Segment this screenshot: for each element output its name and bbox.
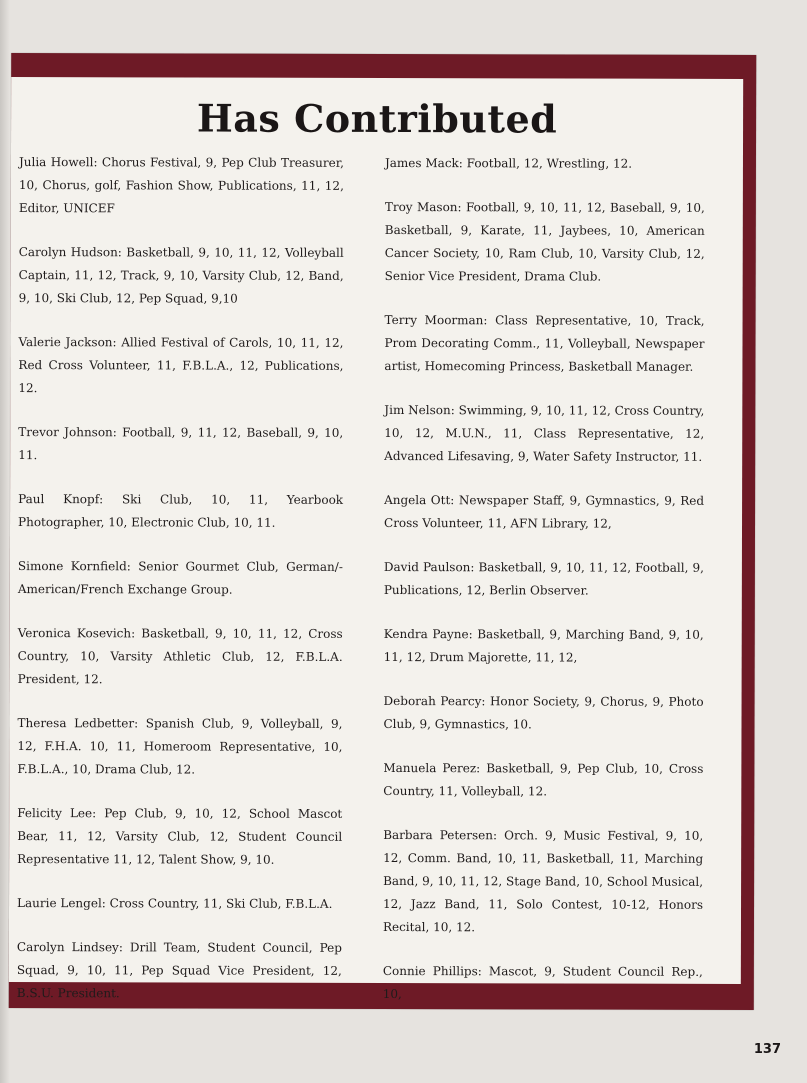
entry-trevor-johnson: Trevor Johnson: Football, 9, 11, 12, Baseball, 9, 10, 11.	[18, 425, 344, 463]
entry-angela-ott: Angela Ott: Newspaper Staff, 9, Gymnastics, 9, Red Cross Volunteer, 11, AFN Library, 12,	[384, 493, 705, 531]
entry-kendra-payne: Kendra Payne: Basketball, 9, Marching Band, 9, 10, 11, 12, Drum Majorette, 11, 12,	[383, 627, 704, 665]
entry-felicity-lee: Felicity Lee: Pep Club, 9, 10, 12, School Mascot Bear, 11, 12, Varsity Club, 12, Student Council Representative 11, 12, Talent Show, 9, 10.	[17, 806, 343, 867]
entry-deborah-pearcy: Deborah Pearcy: Honor Society, 9, Chorus, 9, Photo Club, 9, Gymnastics, 10.	[383, 694, 704, 732]
entry-julia-howell: Julia Howell: Chorus Festival, 9, Pep Club Treasurer, 10, Chorus, golf, Fashion Show, Publications, 11, 12, Editor, UNICEF	[18, 155, 344, 216]
entry-james-mack: James Mack: Football, 12, Wrestling, 12.	[384, 156, 633, 171]
right-column	[383, 152, 705, 1028]
entry-valerie-jackson: Valerie Jackson: Allied Festival of Carols, 10, 11, 12, Red Cross Volunteer, 11, F.B.L.A., 12, Publications, 12.	[18, 335, 344, 396]
page-title: Has Contributed	[196, 95, 558, 142]
left-column	[17, 151, 344, 1027]
entry-theresa-ledbetter: Theresa Ledbetter: Spanish Club, 9, Volleyball, 9, 12, F.H.A. 10, 11, Homeroom Representative, 10, F.B.L.A., 10, Drama Club, 12.	[17, 716, 343, 777]
entry-paul-knopf: Paul Knopf: Ski Club, 10, 11, Yearbook Photographer, 10, Electronic Club, 10, 11.	[18, 492, 344, 530]
content-panel	[9, 77, 743, 1002]
entry-simone-kornfield: Simone Kornfield: Senior Gourmet Club, German/-American/French Exchange Group.	[17, 559, 343, 597]
entry-carolyn-lindsey: Carolyn Lindsey: Drill Team, Student Council, Pep Squad, 9, 10, 11, Pep Squad Vice President, 12, B.S.U. President.	[16, 940, 342, 1001]
entry-manuela-perez: Manuela Perez: Basketball, 9, Pep Club, 10, Cross Country, 11, Volleyball, 12.	[383, 761, 704, 799]
entry-carolyn-hudson: Carolyn Hudson: Basketball, 9, 10, 11, 12, Volleyball Captain, 11, 12, Track, 9, 10, Varsity Club, 12, Band, 9, 10, Ski Club, 12, Pep Squad, 9,10	[18, 245, 344, 306]
page-number: 137	[753, 1042, 781, 1057]
entry-connie-phillips: Connie Phillips: Mascot, 9, Student Council Rep., 10,	[382, 964, 703, 1002]
entry-david-paulson: David Paulson: Basketball, 9, 10, 11, 12, Football, 9, Publications, 12, Berlin Observer.	[383, 560, 704, 598]
entry-terry-moorman: Terry Moorman: Class Representative, 10, Track, Prom Decorating Comm., 11, Volleyball, Newspaper artist, Homecoming Princess, Basketball Manager.	[384, 313, 705, 374]
entry-barbara-petersen: Barbara Petersen: Orch. 9, Music Festival, 9, 10, 12, Comm. Band, 10, 11, Basketball, 11, Marching Band, 9, 10, 11, 12, Stage Band, 10, School Musical, 12, Jazz Band, 11, Solo Contest, 10-12, Honors Recital, 10, 12.	[382, 828, 704, 935]
entry-troy-mason: Troy Mason: Football, 9, 10, 11, 12, Baseball, 9, 10, Basketball, 9, Karate, 11, Jaybees, 10, American Cancer Society, 10, Ram Club, 10, Varsity Club, 12, Senior Vice President, Drama Club.	[384, 200, 705, 284]
entry-laurie-lengel: Laurie Lengel: Cross Country, 11, Ski Club, F.B.L.A.	[17, 896, 333, 911]
maroon-border-frame	[9, 53, 756, 1010]
entry-veronica-kosevich: Veronica Kosevich: Basketball, 9, 10, 11, 12, Cross Country, 10, Varsity Athletic Club, 12, F.B.L.A. President, 12.	[17, 626, 343, 687]
entry-jim-nelson: Jim Nelson: Swimming, 9, 10, 11, 12, Cross Country, 10, 12, M.U.N., 11, Class Representative, 12, Advanced Lifesaving, 9, Water Safety Instructor, 11.	[384, 403, 705, 464]
